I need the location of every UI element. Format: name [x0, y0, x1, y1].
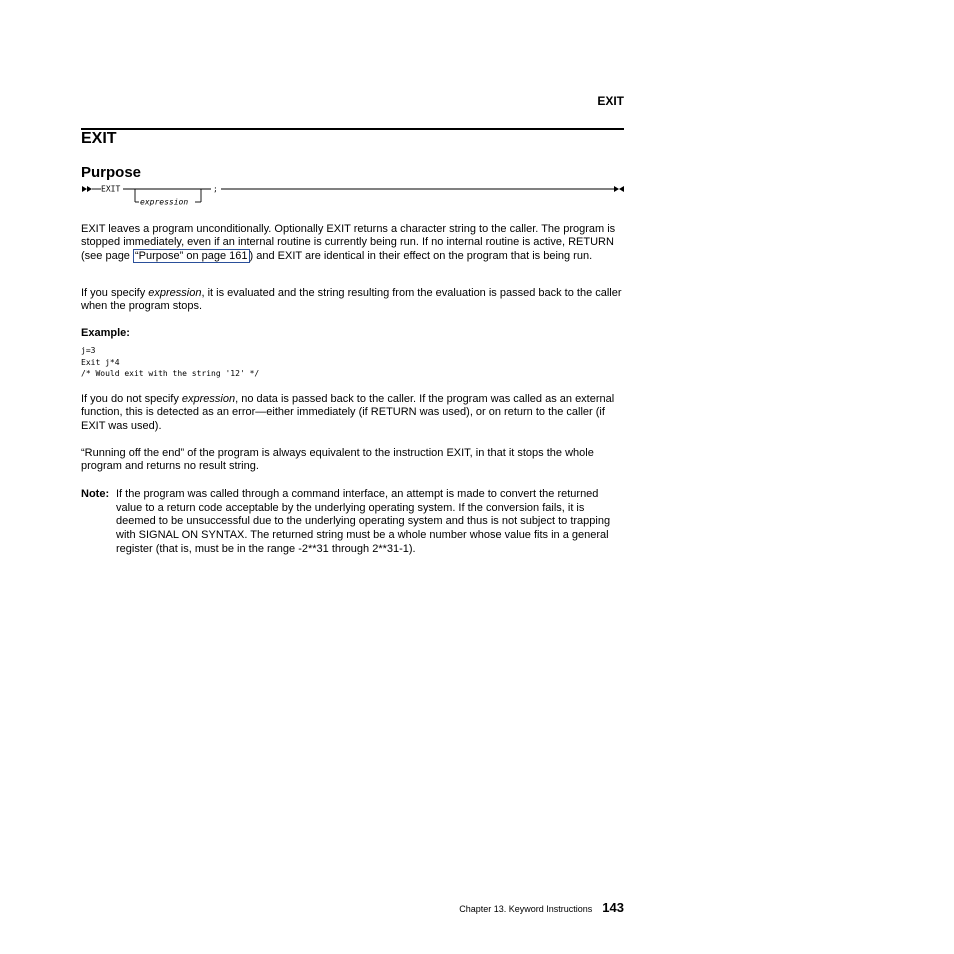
cross-reference-link[interactable]: “Purpose” on page 161: [134, 249, 248, 262]
note-block: [81, 488, 626, 557]
syntax-operand: expression: [140, 197, 189, 207]
syntax-diagram: [81, 180, 627, 210]
syntax-keyword: EXIT: [101, 184, 121, 194]
code-line: j=3: [81, 346, 96, 355]
section-rule: [81, 128, 624, 130]
code-line: Exit j*4: [81, 357, 120, 367]
section-title: EXIT: [81, 130, 117, 147]
paragraph-expression: If you specify expression, it is evaluated and the string resulting from the evaluation is passed back to the caller when the program stops.: [81, 287, 622, 313]
paragraph-exit-description: EXIT leaves a program unconditionally. Optionally EXIT returns a character string to the caller. The program is stopped immediately, even if an internal routine is currently being run. If no internal routine is active, RETURN (see page “Purpose” on page 161 ) and EXIT are identical in their effect on the program that is being run.: [81, 223, 616, 262]
note-text: If the program was called through a command interface, an attempt is made to convert the returned value to a return code acceptable by the underlying operating system. If the conversion fails, it is deemed to be unsuccessful due to the underlying operating system and thus is not subject to trapping with SIGNAL ON SYNTAX. The returned string must be a whole number whose value fits in a general register (that is, must be in the range -2**31 through 2**31-1).: [116, 488, 611, 555]
syntax-terminator: ;: [213, 184, 218, 194]
code-example: [81, 345, 259, 380]
page-footer: [459, 900, 624, 915]
paragraph-running-off-end: “Running off the end” of the program is always equivalent to the instruction EXIT, in that it stops the whole program and returns no result string.: [81, 447, 594, 473]
code-line: /* Would exit with the string '12' */: [81, 369, 260, 378]
running-header: EXIT: [597, 94, 624, 108]
end-arrow-icon: [614, 186, 624, 192]
note-label: Note:: [81, 488, 110, 500]
paragraph-no-expression: If you do not specify expression, no data is passed back to the caller. If the program was called as an external function, this is detected as an error—either immediately (if RETURN was used), or on return to the caller (if EXIT was used).: [81, 393, 615, 432]
example-label: Example:: [81, 327, 130, 339]
start-arrow-icon: [82, 186, 92, 192]
subsection-title: Purpose: [81, 164, 142, 181]
page-number: 143: [602, 900, 624, 915]
footer-chapter: Chapter 13. Keyword Instructions: [459, 904, 593, 914]
